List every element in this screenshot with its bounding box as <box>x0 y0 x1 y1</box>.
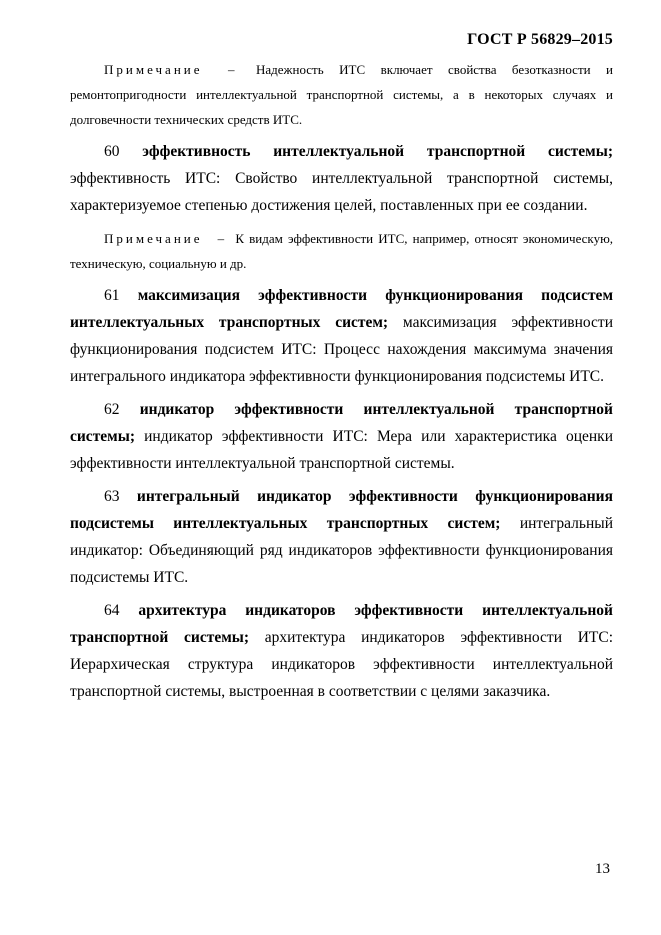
term-number: 63 <box>104 488 120 505</box>
term-definition: архитектура индикаторов эффективности ИТС: Иерархическая структура индикаторов эффективности интеллектуальной транспортной системы, выстроенная в соответствии с целями заказчика. <box>70 629 614 700</box>
note-label: Примечание <box>104 231 203 246</box>
term-entry <box>70 396 613 477</box>
term-entry <box>70 282 613 390</box>
term-number: 62 <box>104 401 120 418</box>
term-entry <box>70 138 613 219</box>
term-number: 61 <box>104 287 120 304</box>
term-name: эффективность интеллектуальной транспортной системы; <box>142 143 613 160</box>
term-name: архитектура индикаторов эффективности интеллектуальной транспортной системы; <box>70 602 613 646</box>
term-number: 60 <box>104 143 120 160</box>
term-name: интегральный индикатор эффективности функционирования подсистемы интеллектуальных транспортных систем; <box>70 488 613 532</box>
note-paragraph <box>70 226 613 276</box>
term-definition: интегральный индикатор: Объединяющий ряд индикаторов эффективности функционирования подсистемы ИТС. <box>70 515 613 586</box>
term-definition: эффективность ИТС: Свойство интеллектуальной транспортной системы, характеризуемое степенью достижения целей, поставленных при ее создании. <box>70 170 613 214</box>
document-content <box>70 57 613 705</box>
note-text: К видам эффективности ИТС, например, относят экономическую, техническую, социальную и др. <box>70 231 614 271</box>
term-entry <box>70 597 613 705</box>
note-dash: – <box>228 62 235 77</box>
note-label: Примечание <box>104 62 203 77</box>
page-footer <box>595 861 610 878</box>
page-number: 13 <box>595 861 610 877</box>
term-number: 64 <box>104 602 120 619</box>
standard-designation: ГОСТ Р 56829–2015 <box>467 31 613 48</box>
note-text: Надежность ИТС включает свойства безотказности и ремонтопригодности интеллектуальной транспортной системы, а в некоторых случаях и долговечности технических средств ИТС. <box>70 62 614 127</box>
term-entry <box>70 483 613 591</box>
note-paragraph <box>70 57 613 132</box>
page-header <box>467 31 613 49</box>
note-dash: – <box>217 231 225 246</box>
term-definition: индикатор эффективности ИТС: Мера или характеристика оценки эффективности интеллектуальной транспортной системы. <box>70 428 613 472</box>
term-definition: максимизация эффективности функционирования подсистем ИТС: Процесс нахождения максимума значения интегрального индикатора эффективности функционирования подсистемы ИТС. <box>70 314 613 385</box>
term-name: максимизация эффективности функционирования подсистем интеллектуальных транспортных систем; <box>70 287 613 331</box>
term-name: индикатор эффективности интеллектуальной транспортной системы; <box>70 401 613 445</box>
